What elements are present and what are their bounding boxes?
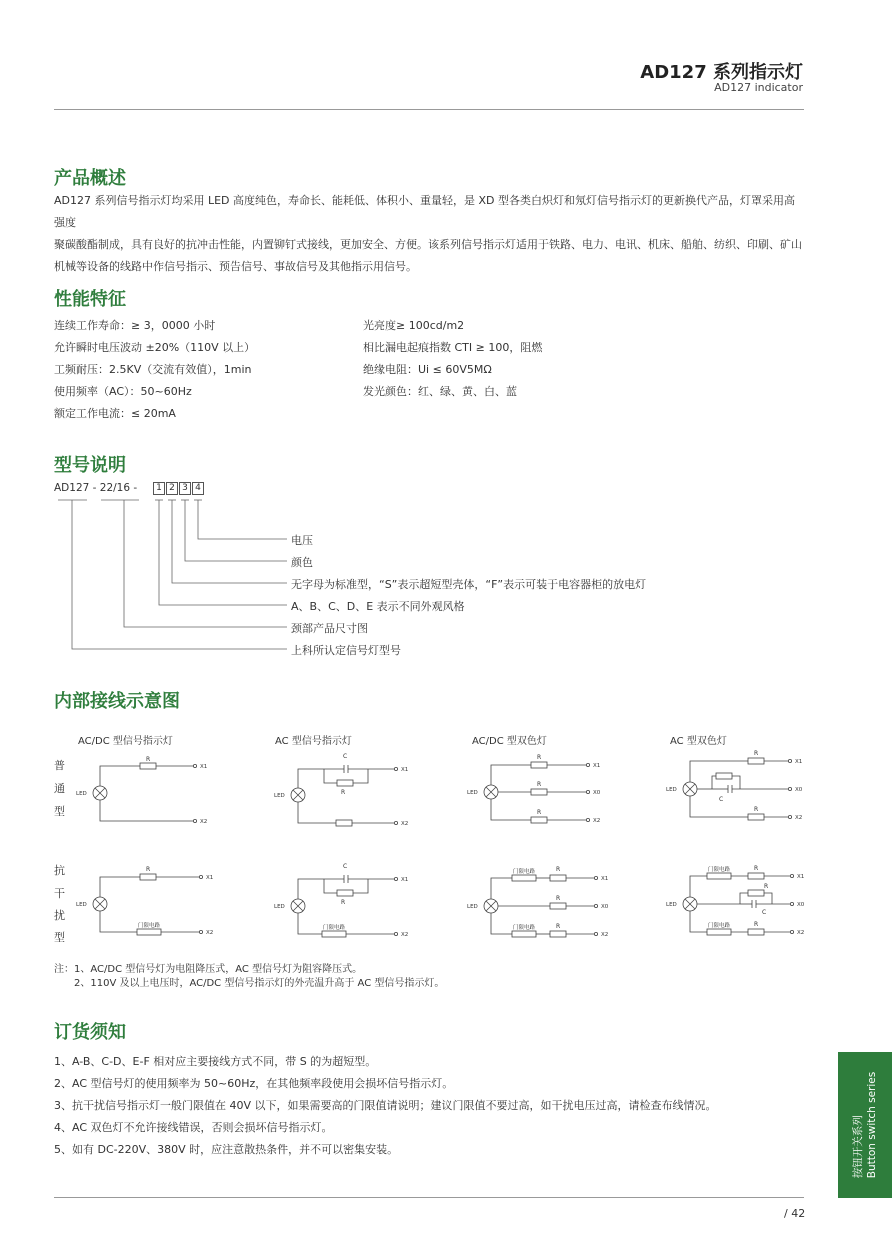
wire xyxy=(740,893,748,904)
feature-item: 绝缘电阻：Ui ≤ 60V5MΩ xyxy=(363,363,492,376)
resistor-label: R xyxy=(556,923,561,930)
ordering-item: 5、如有 DC-220V、380V 时，应注意散热条件，并不可以密集安装。 xyxy=(54,1143,399,1156)
terminal-icon xyxy=(394,821,397,824)
row-label-char: 抗 xyxy=(54,864,65,877)
wire xyxy=(690,911,707,932)
resistor-symbol xyxy=(337,890,353,896)
side-tab-en: Button switch series xyxy=(866,1071,878,1179)
resistor-symbol xyxy=(531,817,547,823)
overview-line: 聚碳酸酯制成，具有良好的抗冲击性能，内置铆钉式接线，更加安全、方便。该系列信号指示灯适用于铁路、电力、电讯、机床、船舶、纺织、印刷、矿山 xyxy=(54,238,802,251)
model-box: 3 xyxy=(179,482,191,495)
terminal-label: X2 xyxy=(401,932,409,938)
led-label: LED xyxy=(76,902,87,908)
row-label-char: 型 xyxy=(54,931,65,944)
overview-line: 机械等设备的线路中作信号指示、预告信号、事故信号及其他指示用信号。 xyxy=(54,260,417,273)
resistor-symbol xyxy=(531,762,547,768)
feature-item: 相比漏电起痕指数 CTI ≥ 100，阻燃 xyxy=(363,341,543,354)
feature-item: 光亮度≥ 100cd/m2 xyxy=(363,319,465,332)
features-title: 性能特征 xyxy=(54,289,126,310)
overview-line: AD127 系列信号指示灯均采用 LED 高度纯色，寿命长、能耗低、体积小、重量轻，是 XD 型各类白炽灯和氖灯信号指示灯的更新换代产品，灯罩采用高强度 xyxy=(54,194,796,229)
terminal-label: X0 xyxy=(795,787,803,793)
led-label: LED xyxy=(76,791,87,797)
resistor-symbol xyxy=(748,814,764,820)
terminal-label: X2 xyxy=(401,821,409,827)
ordering-item: 3、抗干扰信号指示灯一般门限值在 40V 以下，如果需要高的门限值请说明；建议门限值不要过高，如干扰电压过高，请检查布线情况。 xyxy=(54,1099,717,1112)
resistor-symbol xyxy=(748,758,764,764)
terminal-label: X2 xyxy=(593,818,601,824)
wiring-col-label: AC/DC 型信号指示灯 xyxy=(78,736,173,747)
resistor-symbol xyxy=(716,773,732,779)
led-label: LED xyxy=(666,787,677,793)
wire xyxy=(324,879,337,893)
page-header-title: AD127 系列指示灯 xyxy=(640,62,803,83)
model-box: 4 xyxy=(192,482,204,495)
feature-item: 额定工作电流：≤ 20mA xyxy=(54,407,176,420)
gate-circuit-symbol xyxy=(707,873,731,879)
terminal-label: X2 xyxy=(601,932,609,938)
wiring-col-label: AC/DC 型双色灯 xyxy=(472,736,547,747)
terminal-icon xyxy=(788,759,791,762)
resistor-label: R xyxy=(754,865,759,872)
resistor-symbol xyxy=(748,890,764,896)
capacitor-label: C xyxy=(719,796,724,803)
terminal-icon xyxy=(594,876,597,879)
feature-item: 使用频率（AC）：50~60Hz xyxy=(54,385,192,398)
resistor-label: R xyxy=(537,754,542,761)
terminal-icon xyxy=(788,815,791,818)
wiring-col-label: AC 型双色灯 xyxy=(670,736,727,747)
gate-circuit-symbol xyxy=(512,875,536,881)
resistor-symbol xyxy=(550,875,566,881)
ordering-item: 2、AC 型信号灯的使用频率为 50~60Hz，在其他频率段使用会损坏信号指示灯。 xyxy=(54,1077,454,1090)
wire xyxy=(353,879,368,893)
terminal-icon xyxy=(394,767,397,770)
resistor-label: R xyxy=(556,895,561,902)
wire xyxy=(712,776,716,789)
page-header-subtitle: AD127 indicator xyxy=(714,81,803,94)
terminal-icon xyxy=(586,818,589,821)
model-box: 1 xyxy=(153,482,165,495)
wiring-note: 2、110V 及以上电压时，AC/DC 型信号指示灯的外壳温升高于 AC 型信号指示灯。 xyxy=(74,978,445,989)
ordering-item: 4、AC 双色灯不允许接线错误，否则会损坏信号指示灯。 xyxy=(54,1121,333,1134)
gate-circuit-label: 门限电路 xyxy=(708,867,731,873)
terminal-label: X2 xyxy=(206,930,214,936)
wire xyxy=(324,769,337,783)
resistor-label: R xyxy=(341,789,346,796)
wire xyxy=(491,878,512,899)
side-tab-text xyxy=(838,1052,892,1198)
wire xyxy=(298,769,324,788)
wire xyxy=(100,800,193,821)
terminal-icon xyxy=(586,790,589,793)
terminal-label: X0 xyxy=(601,904,609,910)
model-label-color: 颜色 xyxy=(291,556,313,569)
feature-item: 连续工作寿命：≥ 3，0000 小时 xyxy=(54,319,216,332)
terminal-label: X1 xyxy=(206,875,214,881)
terminal-label: X1 xyxy=(593,763,601,769)
wire xyxy=(732,776,740,789)
model-label-style: A、B、C、D、E 表示不同外观风格 xyxy=(291,600,465,613)
wire xyxy=(298,879,324,899)
resistor-label: R xyxy=(537,781,542,788)
resistor-symbol xyxy=(550,903,566,909)
terminal-icon xyxy=(193,819,196,822)
resistor-label: R xyxy=(754,750,759,757)
gate-circuit-label: 门限电路 xyxy=(513,925,536,931)
resistor-symbol xyxy=(748,929,764,935)
wire xyxy=(491,913,512,934)
terminal-label: X1 xyxy=(795,759,803,765)
led-label: LED xyxy=(467,790,478,796)
ordering-title: 订货须知 xyxy=(54,1022,126,1043)
feature-item: 允许瞬时电压波动 ±20%（110V 以上） xyxy=(54,341,256,354)
model-code: AD127 - 22/16 - xyxy=(54,482,138,494)
wire xyxy=(298,913,322,934)
led-label: LED xyxy=(666,902,677,908)
wire xyxy=(100,877,140,897)
footer-divider xyxy=(54,1197,804,1198)
led-label: LED xyxy=(467,904,478,910)
wire xyxy=(491,765,531,785)
terminal-label: X1 xyxy=(601,876,609,882)
resistor-symbol xyxy=(531,789,547,795)
overview-title: 产品概述 xyxy=(54,168,126,189)
terminal-icon xyxy=(394,877,397,880)
terminal-label: X2 xyxy=(797,930,805,936)
model-box: 2 xyxy=(166,482,178,495)
model-label-neck: 颈部产品尺寸图 xyxy=(291,622,368,635)
resistor-label: R xyxy=(754,806,759,813)
feature-item: 工频耐压：2.5KV（交流有效值），1min xyxy=(54,363,252,376)
terminal-label: X1 xyxy=(797,874,805,880)
terminal-icon xyxy=(193,764,196,767)
row-label-char: 通 xyxy=(54,782,65,795)
gate-circuit-symbol xyxy=(137,929,161,935)
row-label-char: 扰 xyxy=(54,909,65,922)
resistor-symbol xyxy=(337,780,353,786)
gate-circuit-label: 门限电路 xyxy=(708,923,731,929)
terminal-icon xyxy=(790,902,793,905)
gate-circuit-label: 门限电路 xyxy=(138,923,161,929)
wiring-note: 注：1、AC/DC 型信号灯为电阻降压式，AC 型信号灯为阻容降压式。 xyxy=(54,964,363,975)
model-label-voltage: 电压 xyxy=(291,534,313,547)
capacitor-label: C xyxy=(343,863,348,870)
gate-circuit-symbol xyxy=(322,931,346,937)
terminal-label: X0 xyxy=(593,790,601,796)
gate-circuit-label: 门限电路 xyxy=(323,925,346,931)
terminal-label: X2 xyxy=(200,819,208,825)
page-number: / 42 xyxy=(784,1207,806,1220)
terminal-icon xyxy=(788,787,791,790)
gate-circuit-symbol xyxy=(512,931,536,937)
terminal-label: X1 xyxy=(200,764,208,770)
row-label-char: 普 xyxy=(54,759,65,772)
terminal-icon xyxy=(790,930,793,933)
side-tab-cn: 按钮开关系列 xyxy=(852,1115,864,1179)
wiring-col-label: AC 型信号指示灯 xyxy=(275,736,352,747)
model-label-type: 无字母为标准型，“S”表示超短型壳体，“F”表示可装于电容器柜的放电灯 xyxy=(291,578,647,591)
capacitor-label: C xyxy=(343,753,348,760)
wire xyxy=(491,799,531,820)
terminal-label: X0 xyxy=(797,902,805,908)
resistor-symbol xyxy=(140,763,156,769)
ordering-item: 1、A-B、C-D、E-F 相对应主要接线方式不同，带 S 的为超短型。 xyxy=(54,1055,377,1068)
terminal-icon xyxy=(594,932,597,935)
wire xyxy=(100,911,137,932)
wire xyxy=(298,802,336,823)
resistor-label: R xyxy=(146,866,151,873)
gate-circuit-label: 门限电路 xyxy=(513,869,536,875)
resistor-label: R xyxy=(754,921,759,928)
resistor-symbol xyxy=(550,931,566,937)
terminal-icon xyxy=(790,874,793,877)
capacitor-label: C xyxy=(762,909,767,916)
terminal-icon xyxy=(199,875,202,878)
wire xyxy=(690,876,707,897)
resistor-label: R xyxy=(764,883,769,890)
terminal-label: X2 xyxy=(795,815,803,821)
feature-item: 发光颜色：红、绿、黄、白、蓝 xyxy=(363,385,517,398)
resistor-symbol xyxy=(748,873,764,879)
terminal-icon xyxy=(586,763,589,766)
led-label: LED xyxy=(274,904,285,910)
led-label: LED xyxy=(274,793,285,799)
terminal-label: X1 xyxy=(401,767,409,773)
terminal-icon xyxy=(199,930,202,933)
wiring-title: 内部接线示意图 xyxy=(54,691,180,712)
resistor-label: R xyxy=(556,866,561,873)
model-title: 型号说明 xyxy=(54,455,126,476)
gate-circuit-symbol xyxy=(707,929,731,935)
wire xyxy=(353,769,368,783)
resistor-symbol xyxy=(336,820,352,826)
resistor-label: R xyxy=(537,809,542,816)
resistor-label: R xyxy=(341,899,346,906)
resistor-symbol xyxy=(140,874,156,880)
row-label-char: 型 xyxy=(54,805,65,818)
terminal-label: X1 xyxy=(401,877,409,883)
wire xyxy=(764,893,772,904)
row-label-char: 干 xyxy=(54,887,65,900)
resistor-label: R xyxy=(146,756,151,763)
terminal-icon xyxy=(394,932,397,935)
model-label-cert: 上科所认定信号灯型号 xyxy=(291,644,401,657)
terminal-icon xyxy=(594,904,597,907)
